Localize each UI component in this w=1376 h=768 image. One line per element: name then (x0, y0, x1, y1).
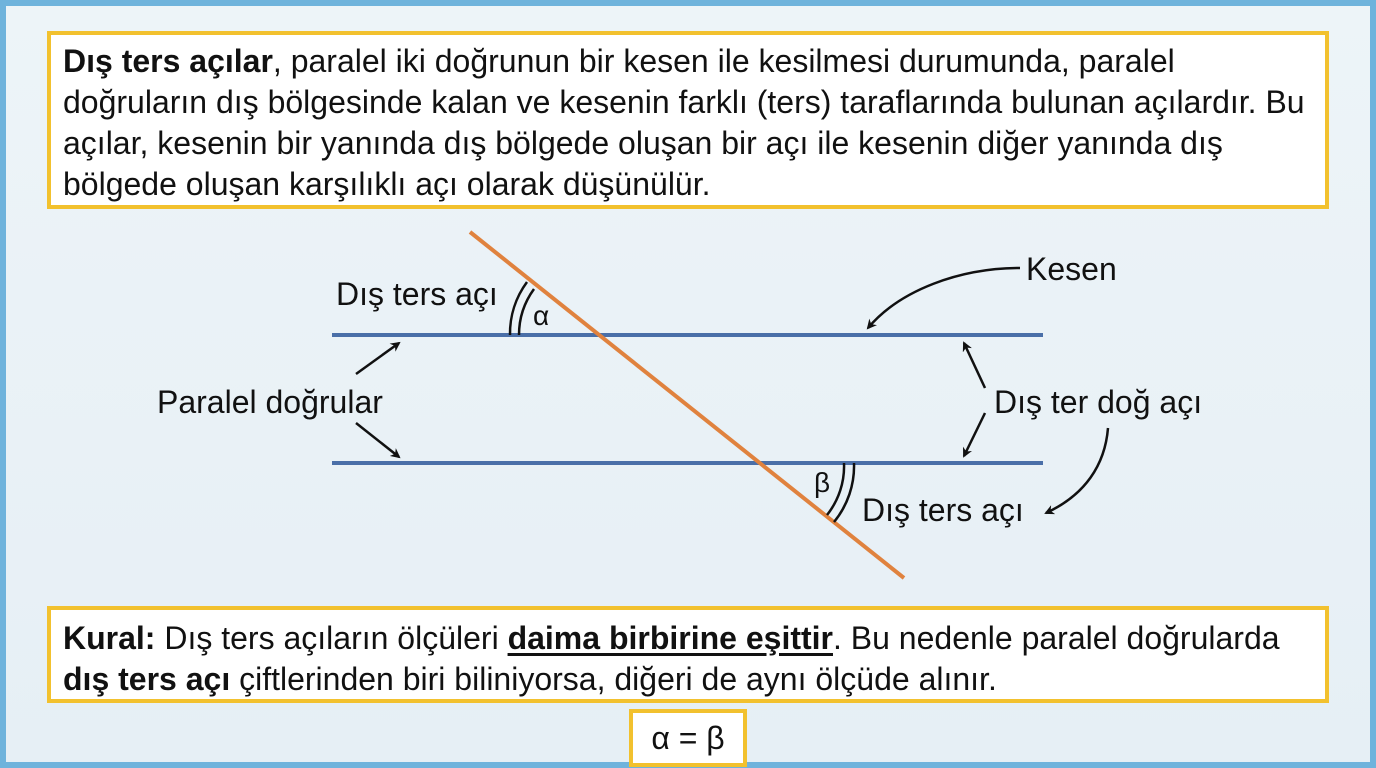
label-exterior-angle-bottom: Dış ters açı (862, 492, 1024, 528)
equation-text: α = β (651, 720, 725, 756)
label-alpha: α (533, 300, 550, 331)
rule-text-2: . Bu nedenle paralel doğrularda (832, 620, 1280, 656)
alpha-arc-inner (519, 289, 534, 335)
equation-box (629, 709, 747, 767)
rule-text-1: Dış ters açıların ölçüleri (155, 620, 508, 656)
label-exterior-right: Dış ter doğ açı (994, 384, 1203, 420)
right-arrow-down (964, 413, 985, 456)
rule-text-3: çiftlerinden biri biliniyorsa, diğeri de aynı ölçüde alınır. (230, 661, 997, 697)
rule-prefix: Kural: (63, 620, 156, 656)
definition-text: , paralel iki doğrunun bir kesen ile kesilmesi durumunda, paralel doğruların dış bölgesinde kalan ve kesenin farklı (ters) taraflarında bulunan açılardır. Bu açılar, kesenin bir yanında dış bölgede oluşan bir açı ile kesenin diğer yanında dış bölgede oluşan karşılıklı açı olarak düşünülür. (63, 43, 1305, 202)
parallel-arrow-top (356, 343, 399, 374)
label-parallel-lines: Paralel doğrular (157, 384, 383, 420)
rule-bold-2: dış ters açı (63, 661, 231, 697)
rule-box (47, 606, 1329, 703)
kesen-arrow (868, 268, 1020, 328)
rule-emphasis: daima birbirine eşittir (507, 620, 833, 656)
label-transversal: Kesen (1026, 251, 1117, 287)
right-arrow-up (964, 343, 985, 388)
parallel-arrow-bottom (356, 423, 399, 457)
label-exterior-angle-top: Dış ters açı (336, 276, 498, 312)
definition-term: Dış ters açılar (63, 43, 273, 79)
curved-arrow-bottom (1046, 428, 1108, 513)
transversal-line (470, 232, 904, 578)
label-beta: β (814, 467, 831, 498)
